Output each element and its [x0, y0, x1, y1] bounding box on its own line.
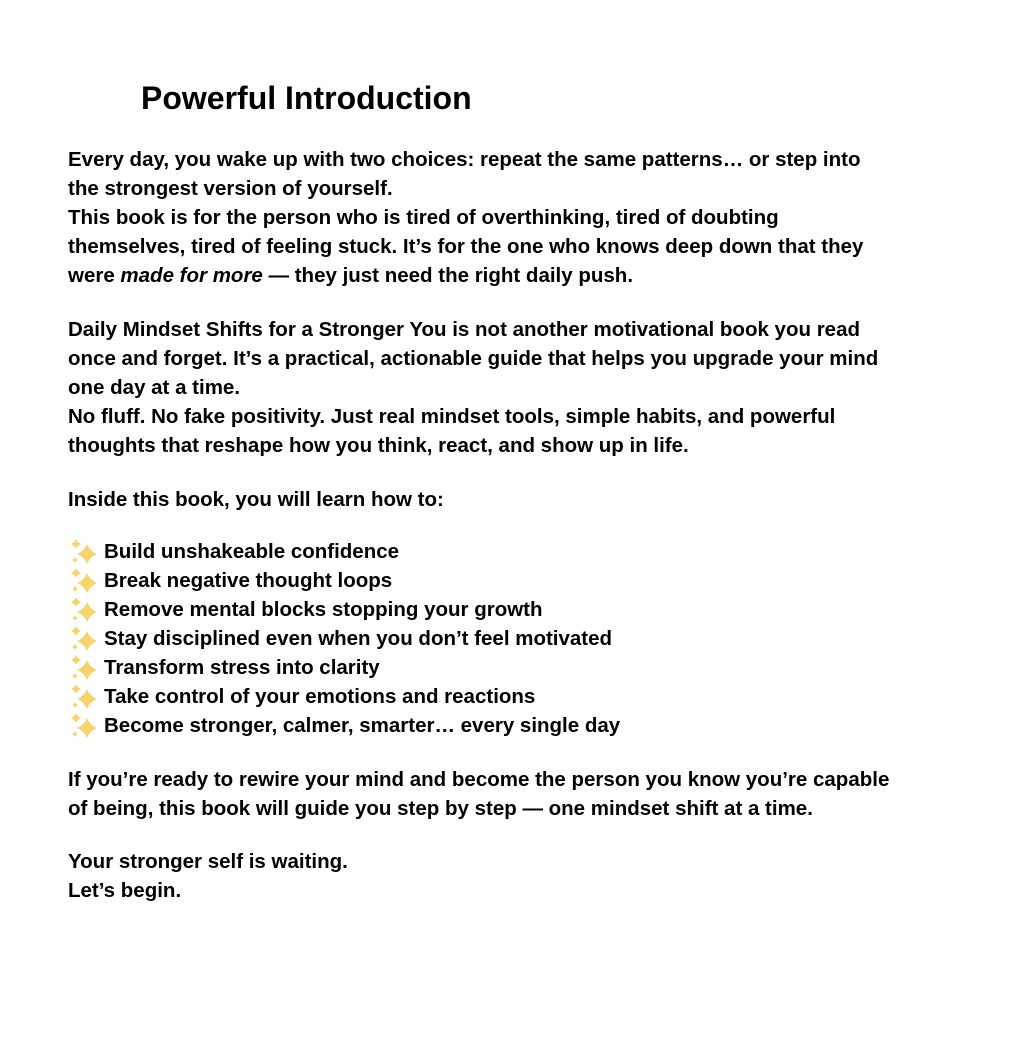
list-item-text: Break negative thought loops [104, 569, 393, 592]
list-item [68, 624, 620, 653]
list-item [68, 653, 620, 682]
list-item [68, 711, 620, 740]
final-line-2: Let’s begin. [68, 879, 182, 902]
learn-list [68, 537, 620, 740]
intro-line-3: This book is for the person who is tired of overthinking, tired of doubting [68, 206, 779, 229]
intro-line-5 [68, 261, 863, 290]
about-paragraph [68, 315, 878, 460]
intro-emphasis: made for more [120, 264, 263, 287]
sparkles-icon [68, 566, 98, 595]
intro-line-1: Every day, you wake up with two choices: repeat the same patterns… or step into [68, 148, 861, 171]
about-line-3: one day at a time. [68, 376, 241, 399]
sparkles-icon [68, 653, 98, 682]
list-item-text: Take control of your emotions and reactions [104, 685, 536, 708]
list-item-text: Build unshakeable confidence [104, 540, 400, 563]
about-line-5: thoughts that reshape how you think, react, and show up in life. [68, 434, 689, 457]
final-line-1: Your stronger self is waiting. [68, 850, 348, 873]
about-line-4: No fluff. No fake positivity. Just real mindset tools, simple habits, and powerful [68, 405, 836, 428]
list-item [68, 682, 620, 711]
intro-line-5-pre: were [68, 264, 121, 287]
closing-line-2: of being, this book will guide you step by step — one mindset shift at a time. [68, 797, 813, 820]
learn-heading: Inside this book, you will learn how to: [68, 488, 444, 511]
intro-line-4: themselves, tired of feeling stuck. It’s for the one who knows deep down that they [68, 235, 864, 258]
closing-paragraph [68, 765, 889, 823]
intro-line-2: the strongest version of yourself. [68, 177, 393, 200]
list-item-text: Transform stress into clarity [104, 656, 380, 679]
page-title: Powerful Introduction [141, 80, 472, 116]
closing-line-1: If you’re ready to rewire your mind and become the person you know you’re capable [68, 768, 890, 791]
sparkles-icon [68, 537, 98, 566]
intro-line-5-post: — they just need the right daily push. [262, 264, 634, 287]
list-item [68, 566, 620, 595]
final-paragraph [68, 847, 348, 905]
sparkles-icon [68, 711, 98, 740]
intro-paragraph [68, 145, 863, 290]
about-line-1: Daily Mindset Shifts for a Stronger You is not another motivational book you read [68, 318, 861, 341]
about-line-2: once and forget. It’s a practical, actionable guide that helps you upgrade your mind [68, 347, 879, 370]
sparkles-icon [68, 624, 98, 653]
list-item-text: Remove mental blocks stopping your growth [104, 598, 543, 621]
sparkles-icon [68, 682, 98, 711]
list-item [68, 537, 620, 566]
list-item-text: Become stronger, calmer, smarter… every single day [104, 714, 621, 737]
list-item [68, 595, 620, 624]
sparkles-icon [68, 595, 98, 624]
list-item-text: Stay disciplined even when you don’t feel motivated [104, 627, 613, 650]
